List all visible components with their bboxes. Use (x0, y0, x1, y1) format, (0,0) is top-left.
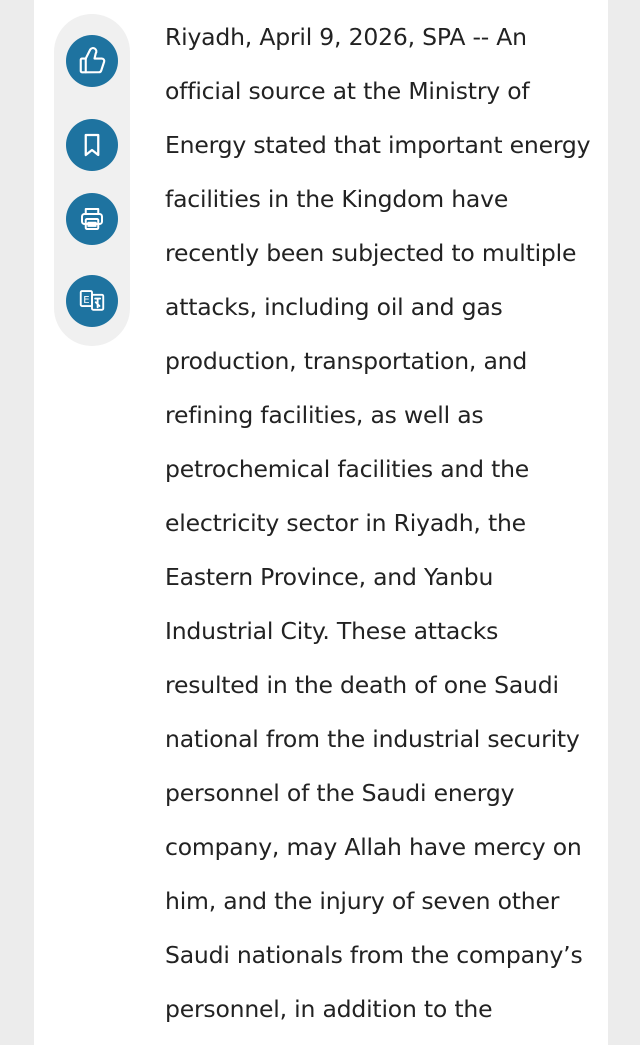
article-line: Eastern Province, and Yanbu (165, 563, 494, 591)
translate-button[interactable] (66, 275, 118, 327)
article-line: facilities in the Kingdom have (165, 185, 509, 213)
bookmark-icon (77, 130, 107, 160)
article-action-toolbar (54, 14, 130, 346)
article-line: Riyadh, April 9, 2026, SPA -- An (165, 23, 527, 51)
article-line: attacks, including oil and gas (165, 293, 503, 321)
print-button[interactable] (66, 193, 118, 245)
bookmark-button[interactable] (66, 119, 118, 171)
article-line: petrochemical facilities and the (165, 455, 530, 483)
article-line: national from the industrial security (165, 725, 580, 753)
article-body (165, 10, 595, 1036)
translate-icon (77, 286, 107, 316)
article-line: official source at the Ministry of (165, 77, 530, 105)
article-line: company, may Allah have mercy on (165, 833, 582, 861)
article-line: personnel, in addition to the (165, 995, 493, 1023)
article-line: production, transportation, and (165, 347, 528, 375)
translate-glyph: E (83, 294, 90, 306)
like-button[interactable] (66, 35, 118, 87)
article-line: him, and the injury of seven other (165, 887, 560, 915)
article-line: personnel of the Saudi energy (165, 779, 515, 807)
article-line: Energy stated that important energy (165, 131, 591, 159)
article-line: Industrial City. These attacks (165, 617, 499, 645)
print-icon (77, 204, 107, 234)
thumbs-up-icon (77, 46, 107, 76)
article-line: resulted in the death of one Saudi (165, 671, 559, 699)
article-line: electricity sector in Riyadh, the (165, 509, 526, 537)
article-line: Saudi nationals from the company’s (165, 941, 583, 969)
article-line: recently been subjected to multiple (165, 239, 577, 267)
article-line: refining facilities, as well as (165, 401, 484, 429)
